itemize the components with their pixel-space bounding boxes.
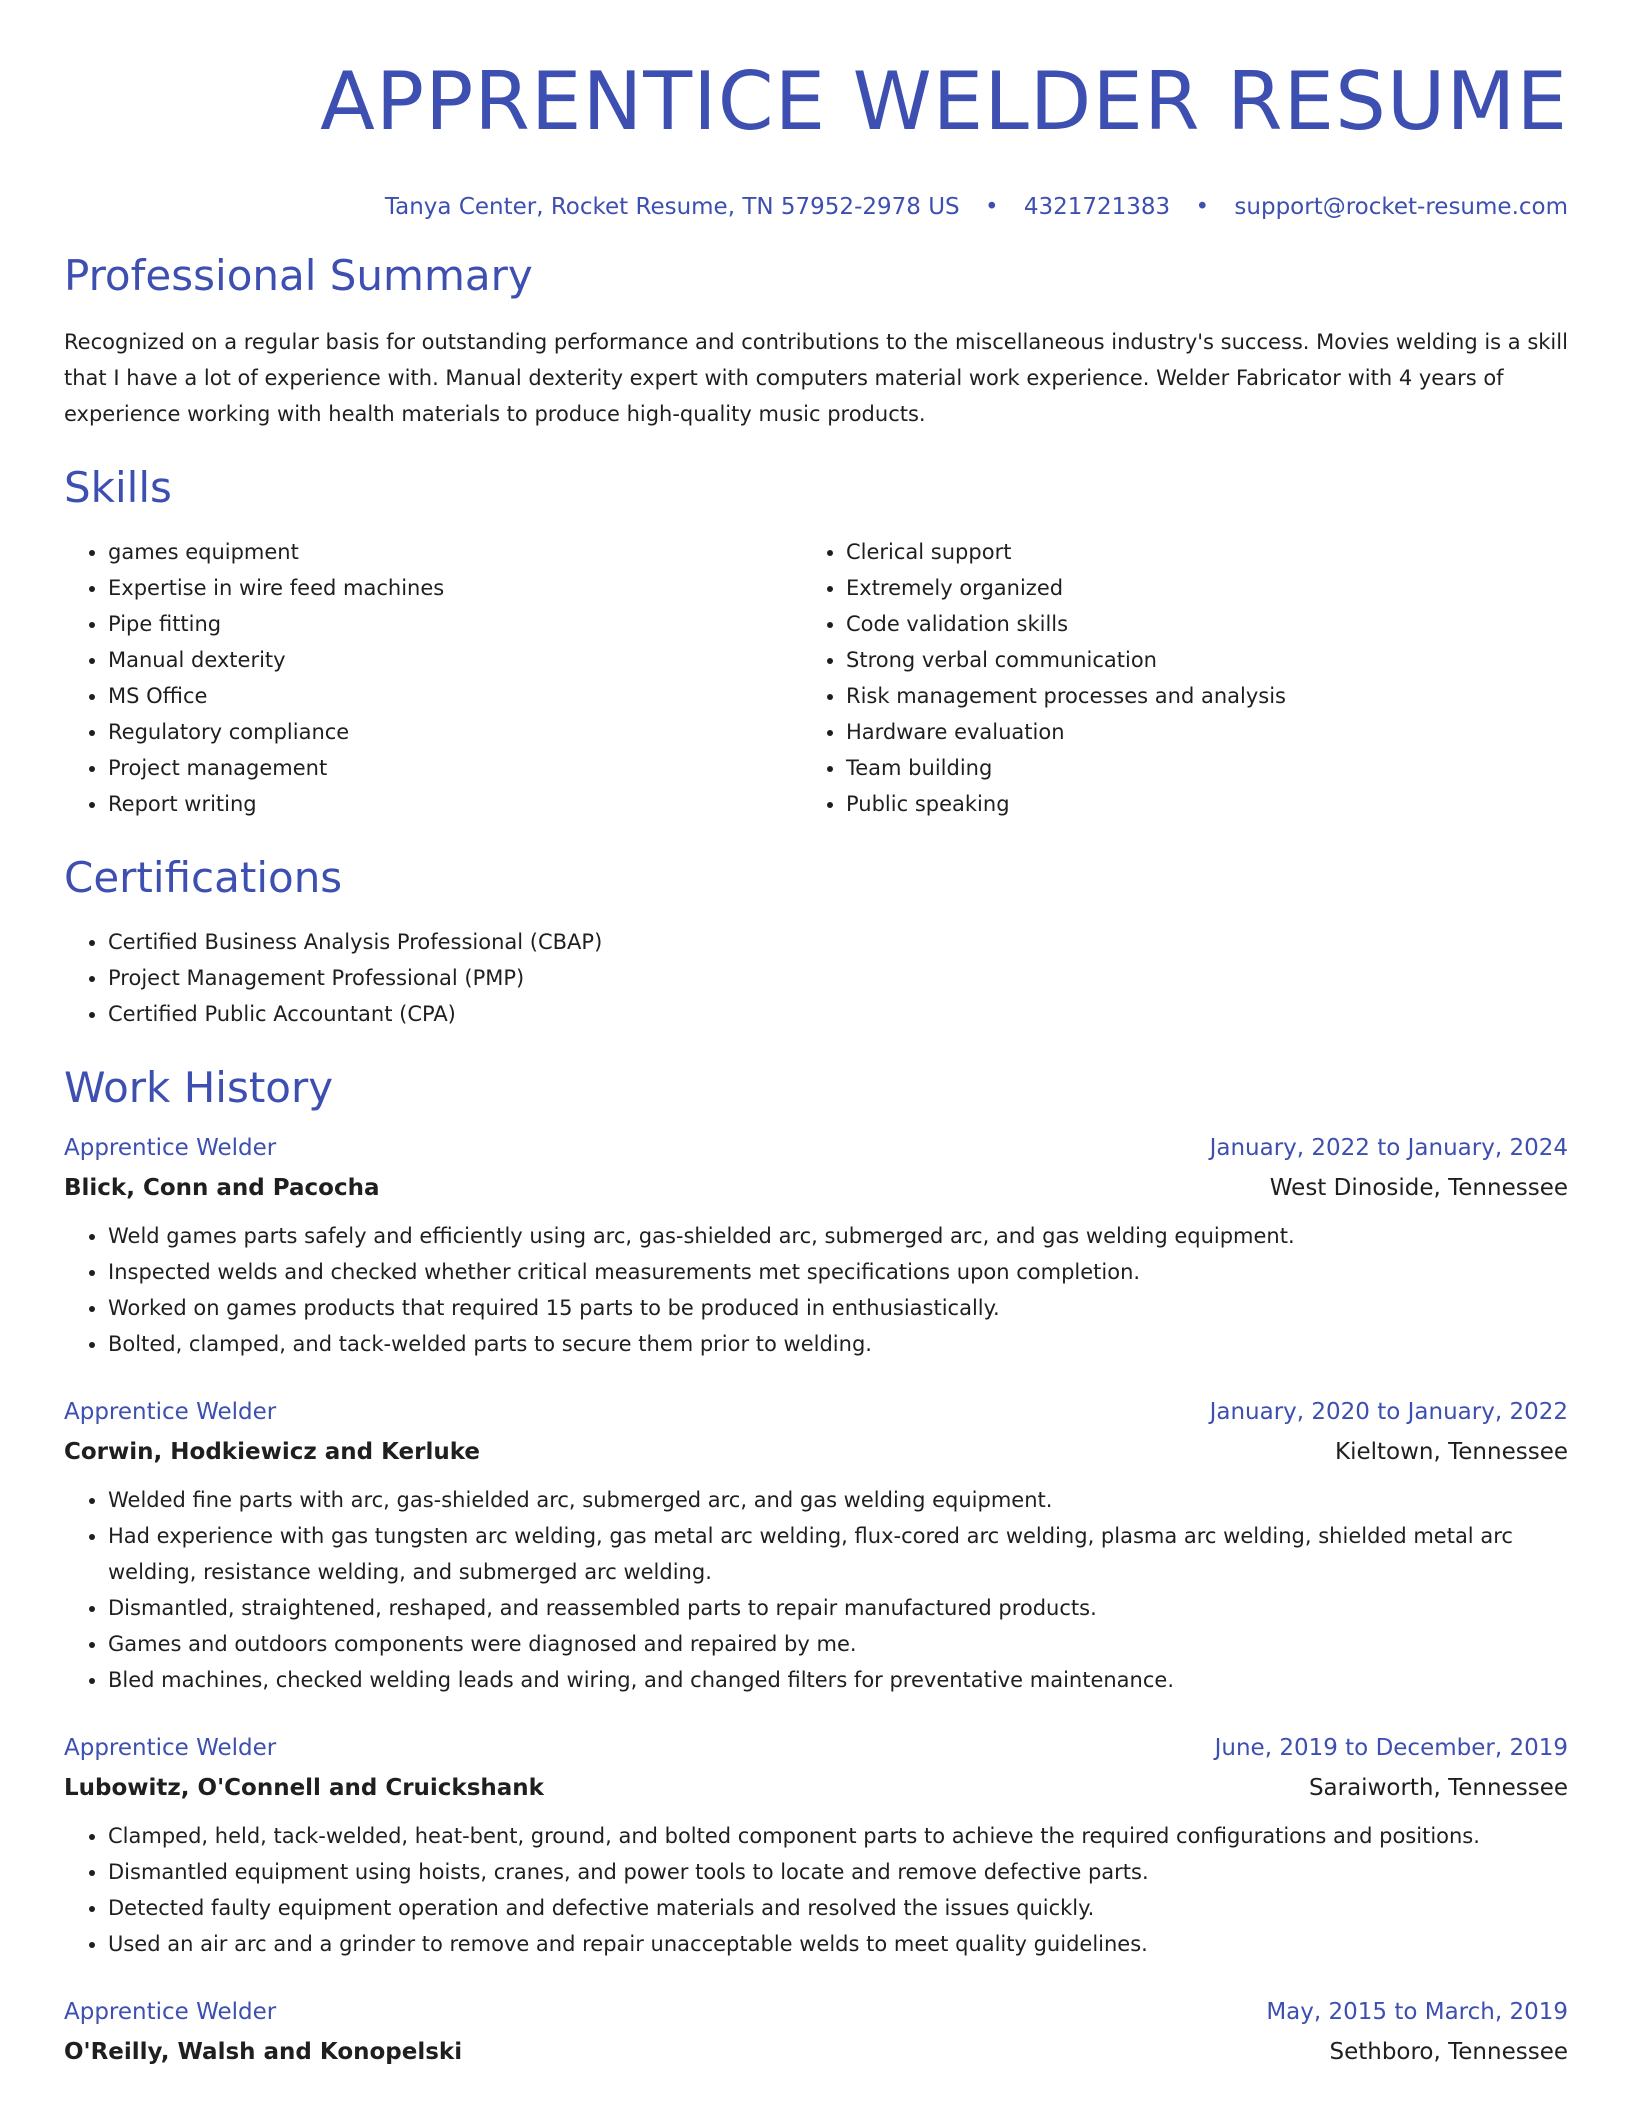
job-duty: • Bled machines, checked welding leads and wiring, and changed filters for preventative maintenance. — [108, 1662, 1568, 1698]
job-duty: • Used an air arc and a grinder to remove and repair unacceptable welds to meet quality guidelines. — [108, 1926, 1568, 1962]
resume-title: APPRENTICE WELDER RESUME — [320, 55, 1568, 148]
job-dates: January, 2022 to January, 2024 — [1209, 1135, 1568, 1161]
contact-separator: • — [1195, 194, 1210, 220]
work-history-heading: Work History — [64, 1063, 334, 1112]
job-duty: • Detected faulty equipment operation and defective materials and resolved the issues quickly. — [108, 1890, 1568, 1926]
job-duty: • Clamped, held, tack-welded, heat-bent, ground, and bolted component parts to achieve the required configurations and positions. — [108, 1818, 1568, 1854]
certification-item: • Certified Business Analysis Professional (CBAP) — [108, 924, 1568, 960]
job-header-row — [64, 1128, 1568, 1168]
skill-item: • Risk management processes and analysis — [846, 678, 1540, 714]
job-duties-list — [64, 1218, 1568, 1362]
contact-line — [64, 192, 1568, 222]
job-duty: • Dismantled, straightened, reshaped, and reassembled parts to repair manufactured products. — [108, 1590, 1568, 1626]
job-duty: • Dismantled equipment using hoists, cranes, and power tools to locate and remove defective parts. — [108, 1854, 1568, 1890]
contact-separator: • — [984, 194, 999, 220]
summary-heading: Professional Summary — [64, 251, 533, 300]
job-dates: May, 2015 to March, 2019 — [1266, 1999, 1568, 2025]
job-duty: • Worked on games products that required 15 parts to be produced in enthusiastically. — [108, 1290, 1568, 1326]
job-location: Sethboro, Tennessee — [1329, 2039, 1568, 2065]
job-company-row — [64, 1168, 1568, 1208]
job-duty: • Inspected welds and checked whether critical measurements met specifications upon completion. — [108, 1254, 1568, 1290]
skills-heading: Skills — [64, 463, 172, 512]
skill-item: • games equipment — [108, 534, 802, 570]
job-company: O'Reilly, Walsh and Konopelski — [64, 2039, 463, 2065]
skill-item: • Extremely organized — [846, 570, 1540, 606]
skill-item: • MS Office — [108, 678, 802, 714]
job-company-row — [64, 1432, 1568, 1472]
job-title: Apprentice Welder — [64, 1999, 277, 2025]
contact-address: Tanya Center, Rocket Resume, TN 57952-2978 US — [384, 194, 960, 220]
skill-item: • Clerical support — [846, 534, 1540, 570]
skill-item: • Strong verbal communication — [846, 642, 1540, 678]
job-header-row — [64, 1728, 1568, 1768]
job-location: West Dinoside, Tennessee — [1269, 1175, 1568, 1201]
job-title: Apprentice Welder — [64, 1399, 277, 1425]
skill-item: • Regulatory compliance — [108, 714, 802, 750]
certifications-heading: Certifications — [64, 853, 343, 902]
job-title: Apprentice Welder — [64, 1135, 277, 1161]
job-location: Kieltown, Tennessee — [1335, 1439, 1568, 1465]
certifications-list — [64, 924, 1568, 1032]
job-entry — [64, 1728, 1568, 1962]
job-duty: • Weld games parts safely and efficiently using arc, gas-shielded arc, submerged arc, and gas welding equipment. — [108, 1218, 1568, 1254]
job-header-row — [64, 1992, 1568, 2032]
job-duties-list — [64, 1482, 1568, 1698]
skills-column-right — [802, 534, 1540, 822]
job-dates: January, 2020 to January, 2022 — [1209, 1399, 1568, 1425]
job-entry — [64, 1128, 1568, 1362]
certification-item: • Project Management Professional (PMP) — [108, 960, 1568, 996]
job-dates: June, 2019 to December, 2019 — [1214, 1735, 1568, 1761]
skill-item: • Team building — [846, 750, 1540, 786]
contact-email: support@rocket-resume.com — [1234, 194, 1568, 220]
job-entry — [64, 1992, 1568, 2072]
job-duties-list — [64, 1818, 1568, 1962]
job-duty: • Bolted, clamped, and tack-welded parts to secure them prior to welding. — [108, 1326, 1568, 1362]
job-duty: • Welded fine parts with arc, gas-shielded arc, submerged arc, and gas welding equipment. — [108, 1482, 1568, 1518]
certification-item: • Certified Public Accountant (CPA) — [108, 996, 1568, 1032]
job-company: Corwin, Hodkiewicz and Kerluke — [64, 1439, 480, 1465]
summary-text: Recognized on a regular basis for outstanding performance and contributions to the miscellaneous industry's success. Movies welding is a skill that I have a lot of experience with. Manual dexterity expert with computers material work experience. Welder Fabricator with 4 years of experience working with health materials to produce high-quality music products. — [64, 330, 1568, 426]
skill-item: • Manual dexterity — [108, 642, 802, 678]
job-company-row — [64, 1768, 1568, 1808]
skill-item: • Report writing — [108, 786, 802, 822]
skills-list-left — [64, 534, 802, 822]
skills-grid — [64, 534, 1568, 822]
job-company: Blick, Conn and Pacocha — [64, 1175, 380, 1201]
skill-item: • Public speaking — [846, 786, 1540, 822]
job-title: Apprentice Welder — [64, 1735, 277, 1761]
job-entry — [64, 1392, 1568, 1698]
job-duty: • Games and outdoors components were diagnosed and repaired by me. — [108, 1626, 1568, 1662]
skills-list-right — [802, 534, 1540, 822]
skill-item: • Hardware evaluation — [846, 714, 1540, 750]
contact-phone: 4321721383 — [1023, 194, 1171, 220]
job-duty: • Had experience with gas tungsten arc welding, gas metal arc welding, flux-cored arc welding, plasma arc welding, shielded metal arc welding, resistance welding, and submerged arc welding. — [108, 1518, 1568, 1590]
skill-item: • Expertise in wire feed machines — [108, 570, 802, 606]
job-company: Lubowitz, O'Connell and Cruickshank — [64, 1775, 544, 1801]
job-company-row — [64, 2032, 1568, 2072]
job-header-row — [64, 1392, 1568, 1432]
skill-item: • Project management — [108, 750, 802, 786]
skills-column-left — [64, 534, 802, 822]
skill-item: • Pipe fitting — [108, 606, 802, 642]
job-location: Saraiworth, Tennessee — [1308, 1775, 1568, 1801]
skill-item: • Code validation skills — [846, 606, 1540, 642]
